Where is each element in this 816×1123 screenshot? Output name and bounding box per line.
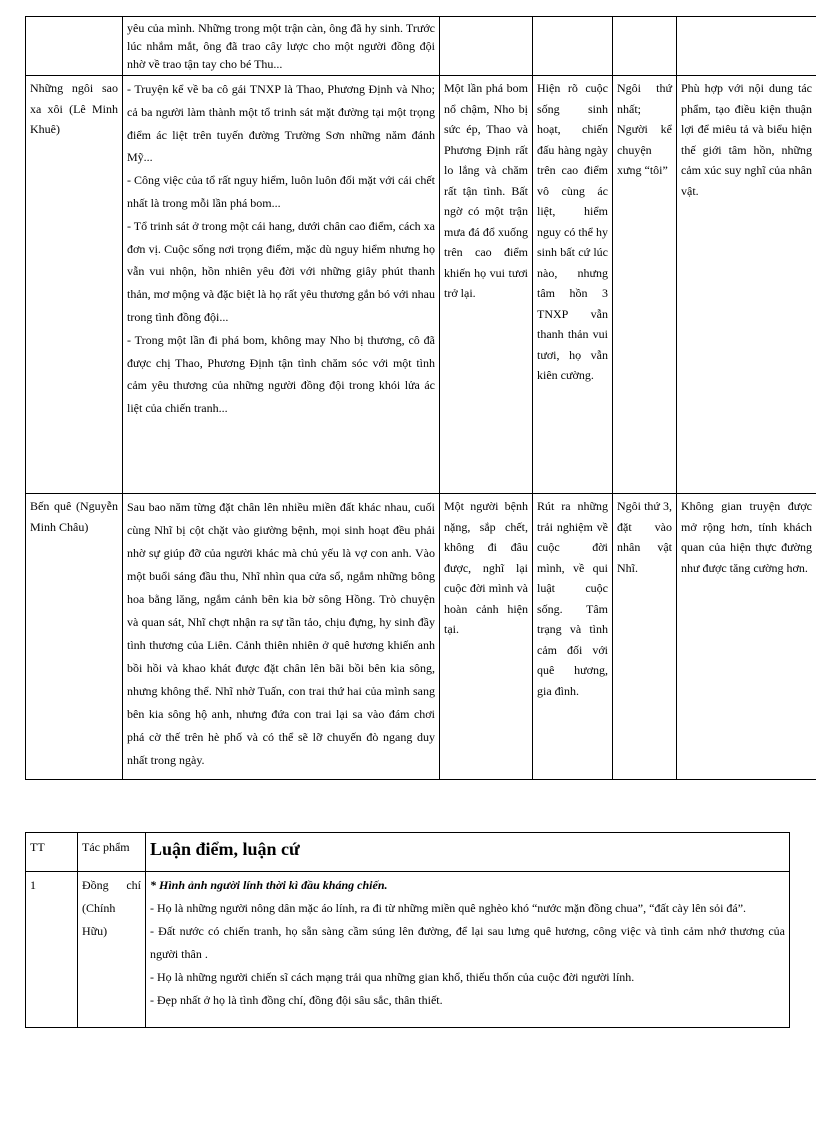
table-row (26, 17, 816, 76)
table-row (26, 872, 790, 1028)
situation-cell (440, 17, 533, 76)
tt-cell: 1 (26, 872, 78, 1028)
summary-cell (123, 494, 440, 780)
point-line: - Họ là những người chiến sĩ cách mạng trải qua những gian khổ, thiếu thốn của cuộc đời người lính. (150, 970, 635, 984)
story-analysis-table (25, 16, 816, 780)
summary-paragraph: - Công việc của tổ rất nguy hiểm, luôn luôn đối mặt với cái chết nhất là trong mỗi lần phá bom... (127, 173, 435, 210)
work-cell: Những ngôi sao xa xôi (Lê Minh Khuê) (26, 76, 123, 494)
work-cell (26, 17, 123, 76)
argument-table (25, 832, 790, 1028)
summary-paragraph: - Truyện kể về ba cô gái TNXP là Thao, Phương Định và Nho; cả ba người làm thành một tổ trinh sát mặt đường tại một trọng điểm ác liệt trên tuyến đường Trường Sơn những năm đánh Mỹ... (127, 82, 435, 165)
work-header: Tác phẩm (78, 833, 146, 872)
effect-cell: Không gian truyện được mở rộng hơn, tính khách quan của hiện thực đường như được tăng cường hơn. (677, 494, 816, 780)
point-line: - Đất nước có chiến tranh, họ sẵn sàng cầm súng lên đường, để lại sau lưng quê hương, công việc và tình cảm nhớ thương của người thân . (150, 924, 785, 961)
section-heading: * Hình ảnh người lính thời kì đầu kháng chiến. (150, 878, 388, 892)
header-row (26, 833, 790, 872)
table-row (26, 76, 816, 494)
situation-cell: Một người bệnh nặng, sắp chết, không đi đâu được, nghĩ lại cuộc đời mình và hoàn cảnh hiện tại. (440, 494, 533, 780)
content-cell: Rút ra những trải nghiệm về cuộc đời mình, về qui luật cuộc sống. Tâm trạng và tình cảm đối với quê hương, gia đình. (533, 494, 613, 780)
narrator-cell: Ngôi thứ nhất; Người kể chuyện xưng “tôi” (613, 76, 677, 494)
narrator-cell: Ngôi thứ 3, đặt vào nhân vật Nhĩ. (613, 494, 677, 780)
summary-cell (123, 76, 440, 494)
points-header: Luận điểm, luận cứ (146, 833, 790, 872)
content-cell (533, 17, 613, 76)
summary-cell (123, 17, 440, 76)
work-cell: Đồng chí (Chính Hữu) (78, 872, 146, 1028)
content-cell: Hiện rõ cuộc sống sinh hoạt, chiến đấu hàng ngày trên cao điểm vô cùng ác liệt, hiểm nguy có thể hy sinh bất cứ lúc nào, nhưng tâm hồn 3 TNXP vẫn thanh thản vui tươi, họ vẫn kiên cường. (533, 76, 613, 494)
effect-cell (677, 17, 816, 76)
situation-cell: Một lần phá bom nổ chậm, Nho bị sức ép, Thao và Phương Định rất lo lắng và chăm rất tận tình. Bất ngờ có một trận mưa đá đổ xuống trên cao điểm khiến họ vui tươi trở lại. (440, 76, 533, 494)
summary-paragraph: Sau bao năm từng đặt chân lên nhiều miền đất khác nhau, cuối cùng Nhĩ bị cột chặt vào giường bệnh, mọi sinh hoạt đều phải nhờ sự giúp đỡ của người khác mà chủ yếu là vợ con anh. Vào một buổi sáng đầu thu, Nhĩ nhìn qua cửa sổ, ngắm những bông hoa bằng lăng, ngắm cảnh bên kia bờ sông Hồng. Trò chuyện và quan sát, Nhĩ chợt nhận ra sự tần tảo, chịu đựng, hy sinh đầy tình thương của Liên. Cảnh thiên nhiên ở quê hương khiến anh bồi hồi và khao khát được đặt chân lên bãi bồi bên kia sông, nhưng không thể. Nhĩ nhờ Tuấn, con trai thứ hai của mình sang bên kia sông hộ anh, nhưng đứa con trai lại sa vào đám chơi phá cờ thế trên hè phố và có thể sẽ lỡ chuyến đò ngang duy nhất trong ngày. (127, 500, 435, 767)
summary-paragraph: - Tổ trinh sát ở trong một cái hang, dưới chân cao điểm, cách xa đơn vị. Cuộc sống nơi trọng điểm, mặc dù nguy hiểm nhưng họ vẫn vui nhộn, hồn nhiên yêu đời với những giây phút thanh thản, mơ mộng và đặc biệt là họ rất yêu thương gắn bó với nhau trong tình đồng đội... (127, 218, 435, 324)
table-row (26, 494, 816, 780)
effect-cell: Phù hợp với nội dung tác phẩm, tạo điều kiện thuận lợi để miêu tả và biểu hiện thế giới tâm hồn, những cảm xúc suy nghĩ của nhân vật. (677, 76, 816, 494)
summary-paragraph: yêu của mình. Những trong một trận càn, ông đã hy sinh. Trước lúc nhắm mắt, ông đã trao cây lược cho một người đồng đội nhờ về trao tận tay cho bé Thu... (127, 21, 435, 71)
work-cell: Bến quê (Nguyễn Minh Châu) (26, 494, 123, 780)
tt-header: TT (26, 833, 78, 872)
summary-paragraph: - Trong một lần đi phá bom, không may Nho bị thương, cô đã được chị Thao, Phương Định tận tình chăm sóc với một tình cảm yêu thương của những người đồng đội trong khói lửa ác liệt của chiến tranh... (127, 332, 435, 416)
points-cell (146, 872, 790, 1028)
point-line: - Họ là những người nông dân mặc áo lính, ra đi từ những miền quê nghèo khó “nước mặn đồng chua”, “đất cày lên sỏi đá”. (150, 901, 747, 915)
narrator-cell (613, 17, 677, 76)
point-line: - Đẹp nhất ở họ là tình đồng chí, đồng đội sâu sắc, thân thiết. (150, 993, 443, 1007)
